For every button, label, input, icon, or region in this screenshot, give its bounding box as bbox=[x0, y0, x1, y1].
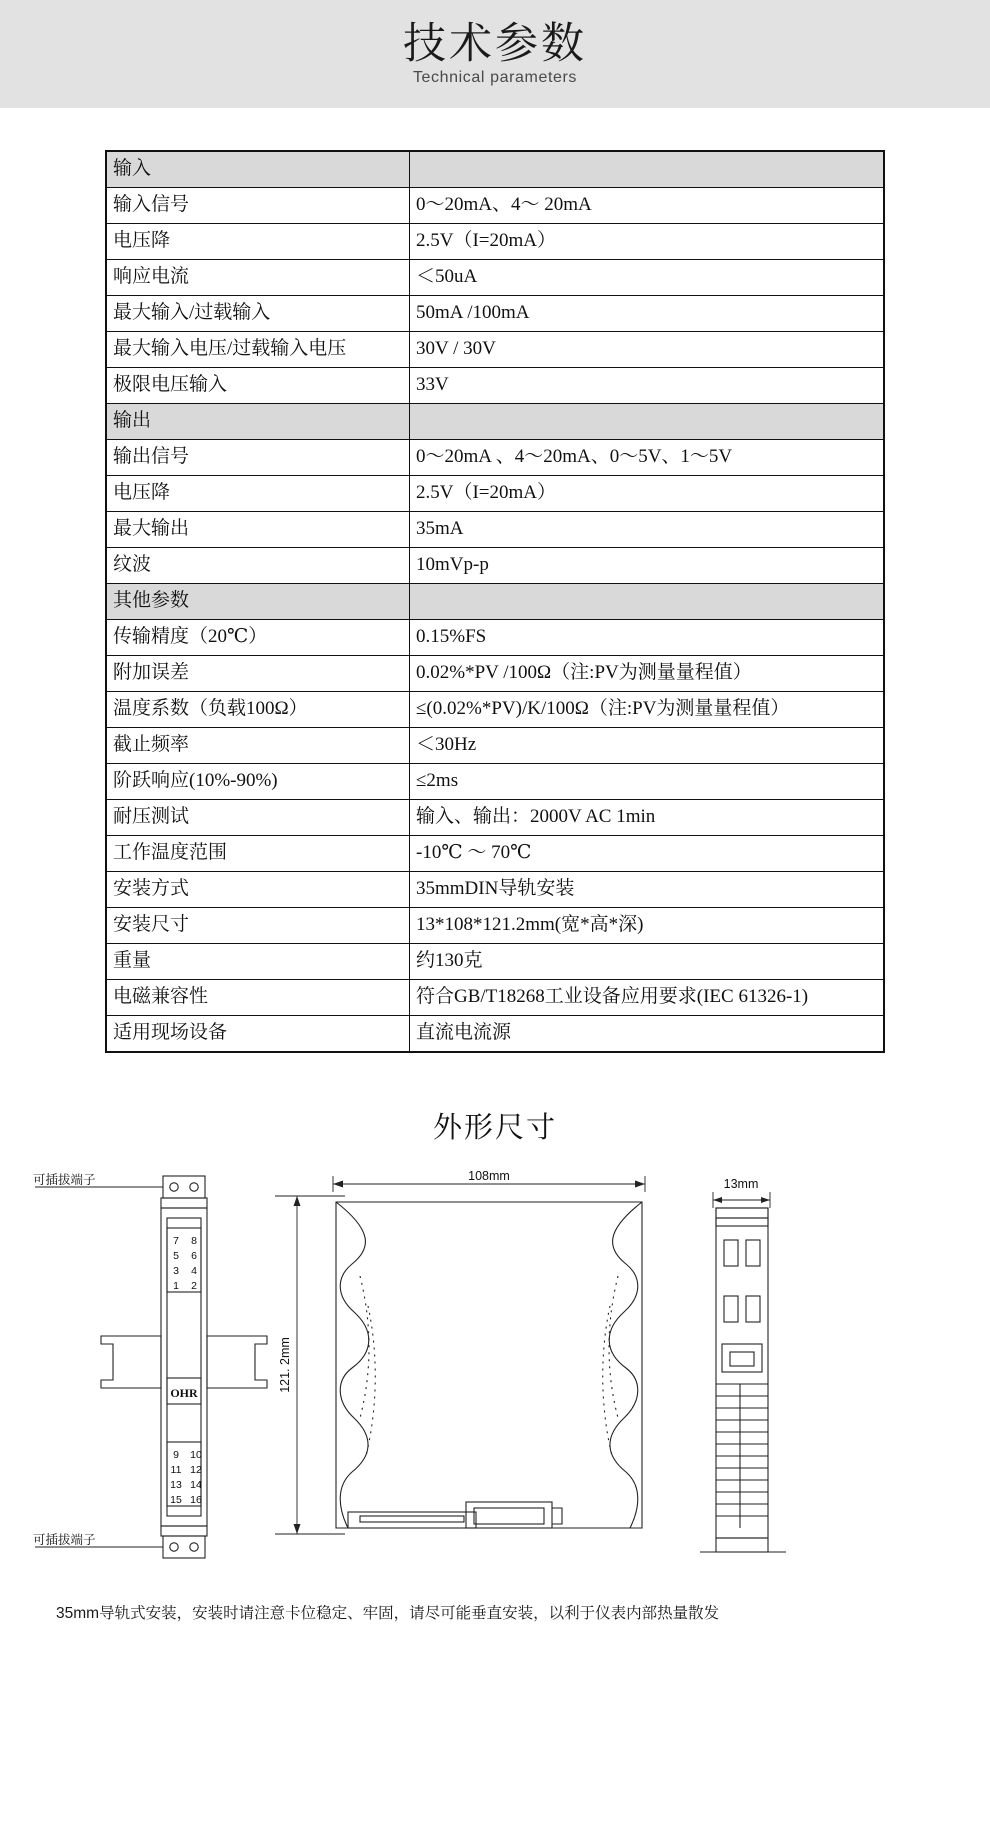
spec-label: 工作温度范围 bbox=[106, 836, 410, 872]
table-row bbox=[106, 296, 884, 332]
pin-number: 3 bbox=[173, 1265, 179, 1277]
pin-number: 15 bbox=[170, 1494, 182, 1506]
page-title: 技术参数 bbox=[403, 19, 587, 68]
table-row bbox=[106, 908, 884, 944]
pin-number: 8 bbox=[191, 1235, 197, 1247]
spec-value: ≤2ms bbox=[410, 764, 885, 800]
pin-number: 10 bbox=[190, 1449, 202, 1461]
spec-value: 35mmDIN导轨安装 bbox=[410, 872, 885, 908]
spec-value: 0.02%*PV /100Ω（注:PV为测量量程值） bbox=[410, 656, 885, 692]
table-row bbox=[106, 224, 884, 260]
spec-value bbox=[410, 151, 885, 188]
page-subtitle: Technical parameters bbox=[412, 69, 578, 87]
table-row bbox=[106, 836, 884, 872]
spec-label: 阶跃响应(10%-90%) bbox=[106, 764, 410, 800]
spec-value: -10℃ ～ 70℃ bbox=[410, 836, 885, 872]
spec-label: 附加误差 bbox=[106, 656, 410, 692]
spec-value: 2.5V（I=20mA） bbox=[410, 224, 885, 260]
spec-label: 输出信号 bbox=[106, 440, 410, 476]
table-row bbox=[106, 512, 884, 548]
table-row bbox=[106, 476, 884, 512]
pin-number: 6 bbox=[191, 1250, 197, 1262]
spec-label: 输入信号 bbox=[106, 188, 410, 224]
spec-value: 33V bbox=[410, 368, 885, 404]
table-row bbox=[106, 800, 884, 836]
dimension-title: 外形尺寸 bbox=[432, 1112, 557, 1144]
spec-value: 约130克 bbox=[410, 944, 885, 980]
pin-number: 5 bbox=[173, 1250, 179, 1262]
pin-number: 1 bbox=[173, 1280, 179, 1292]
spec-label: 输出 bbox=[106, 404, 410, 440]
spec-table bbox=[105, 150, 885, 1053]
spec-label: 最大输入/过载输入 bbox=[106, 296, 410, 332]
table-row bbox=[106, 440, 884, 476]
pin-number: 9 bbox=[173, 1449, 179, 1461]
table-row bbox=[106, 151, 884, 188]
table-row bbox=[106, 332, 884, 368]
pin-number: 12 bbox=[190, 1464, 202, 1476]
pin-number: 13 bbox=[170, 1479, 182, 1491]
spec-label: 电磁兼容性 bbox=[106, 980, 410, 1016]
table-row bbox=[106, 368, 884, 404]
spec-value: 13*108*121.2mm(宽*高*深) bbox=[410, 908, 885, 944]
dimension-drawing bbox=[0, 1156, 990, 1586]
spec-label: 适用现场设备 bbox=[106, 1016, 410, 1053]
spec-label: 最大输入电压/过载输入电压 bbox=[106, 332, 410, 368]
pin-number: 14 bbox=[190, 1479, 202, 1491]
spec-label: 其他参数 bbox=[106, 584, 410, 620]
table-row bbox=[106, 980, 884, 1016]
spec-table-wrap bbox=[0, 150, 990, 1053]
pin-number: 4 bbox=[191, 1265, 197, 1277]
installation-note: 35mm导轨式安装，安装时请注意卡位稳定、牢固，请尽可能垂直安装，以利于仪表内部热量散发 bbox=[56, 1605, 720, 1622]
spec-value: 10mVp-p bbox=[410, 548, 885, 584]
spec-label: 安装尺寸 bbox=[106, 908, 410, 944]
spec-value: 0～20mA、4～ 20mA bbox=[410, 188, 885, 224]
table-row bbox=[106, 548, 884, 584]
table-row bbox=[106, 656, 884, 692]
table-row bbox=[106, 944, 884, 980]
pin-number: 16 bbox=[190, 1494, 202, 1506]
table-row bbox=[106, 260, 884, 296]
table-row bbox=[106, 692, 884, 728]
spec-label: 电压降 bbox=[106, 224, 410, 260]
spec-label: 传输精度（20℃） bbox=[106, 620, 410, 656]
spec-value: ≤(0.02%*PV)/K/100Ω（注:PV为测量量程值） bbox=[410, 692, 885, 728]
spec-value: ＜50uA bbox=[410, 260, 885, 296]
pin-number: 2 bbox=[191, 1280, 197, 1292]
spec-label: 纹波 bbox=[106, 548, 410, 584]
table-row bbox=[106, 620, 884, 656]
spec-value: 0.15%FS bbox=[410, 620, 885, 656]
spec-value: 符合GB/T18268工业设备应用要求(IEC 61326-1) bbox=[410, 980, 885, 1016]
pin-number: 11 bbox=[170, 1464, 182, 1476]
label-width-108: 108mm bbox=[468, 1169, 510, 1183]
table-row bbox=[106, 728, 884, 764]
label-depth-13: 13mm bbox=[723, 1177, 759, 1191]
spec-label: 响应电流 bbox=[106, 260, 410, 296]
spec-value: 输入、输出：2000V AC 1min bbox=[410, 800, 885, 836]
spec-label: 重量 bbox=[106, 944, 410, 980]
spec-value: 50mA /100mA bbox=[410, 296, 885, 332]
spec-label: 极限电压输入 bbox=[106, 368, 410, 404]
table-row bbox=[106, 584, 884, 620]
dimension-svg bbox=[0, 1156, 990, 1586]
spec-value bbox=[410, 404, 885, 440]
label-brand: OHR bbox=[170, 1386, 198, 1400]
table-row bbox=[106, 404, 884, 440]
label-bottom-terminal: 可插拔端子 bbox=[33, 1533, 96, 1547]
spec-label: 安装方式 bbox=[106, 872, 410, 908]
header-banner bbox=[0, 0, 990, 108]
table-row bbox=[106, 188, 884, 224]
table-row bbox=[106, 872, 884, 908]
spec-value bbox=[410, 584, 885, 620]
spec-label: 最大输出 bbox=[106, 512, 410, 548]
spec-label: 输入 bbox=[106, 151, 410, 188]
table-row bbox=[106, 764, 884, 800]
spec-value: 0～20mA 、4～20mA、0～5V、1～5V bbox=[410, 440, 885, 476]
spec-label: 温度系数（负载100Ω） bbox=[106, 692, 410, 728]
pin-number: 7 bbox=[173, 1235, 179, 1247]
spec-label: 电压降 bbox=[106, 476, 410, 512]
spec-label: 截止频率 bbox=[106, 728, 410, 764]
label-height-121: 121. 2mm bbox=[278, 1337, 292, 1393]
table-row bbox=[106, 1016, 884, 1053]
spec-value: 直流电流源 bbox=[410, 1016, 885, 1053]
spec-label: 耐压测试 bbox=[106, 800, 410, 836]
spec-value: ＜30Hz bbox=[410, 728, 885, 764]
spec-value: 30V / 30V bbox=[410, 332, 885, 368]
spec-value: 35mA bbox=[410, 512, 885, 548]
spec-value: 2.5V（I=20mA） bbox=[410, 476, 885, 512]
label-top-terminal: 可插拔端子 bbox=[33, 1173, 96, 1187]
